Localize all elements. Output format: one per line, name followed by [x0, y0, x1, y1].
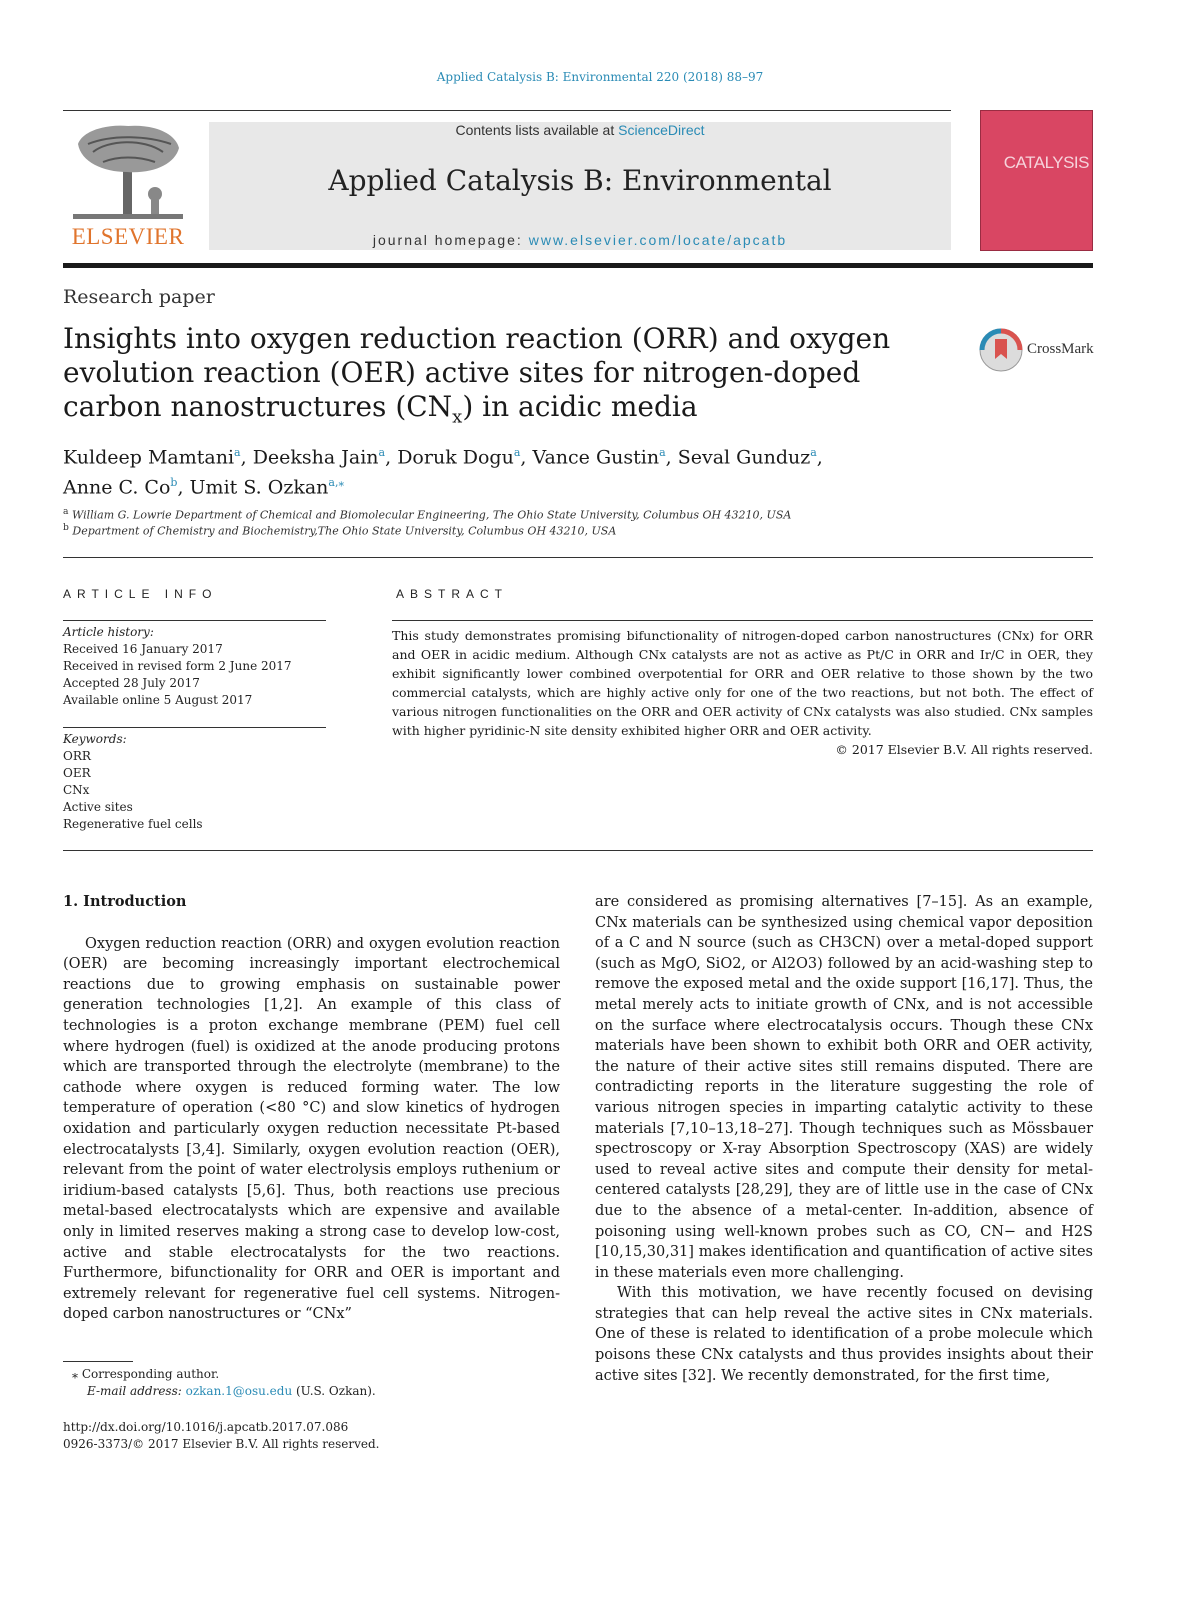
article-title	[63, 322, 963, 435]
right-column	[595, 892, 1093, 1386]
email-note	[87, 1383, 376, 1400]
abstract-heading: ABSTRACT	[396, 587, 509, 601]
abstract-copyright: © 2017 Elsevier B.V. All rights reserved.	[835, 742, 1093, 757]
abstract-text: This study demonstrates promising bifunctionality of nitrogen-doped carbon nanostructures (CNx) for ORR and OER in acidic medium. Although CNx catalysts are not as active as Pt/C in ORR and Ir/C in OER, they exhibit significantly lower combined overpotential for ORR and OER relative to those shown by the two commercial catalysts, which are highly active only for one of the two reactions, but not both. The effect of various nitrogen functionalities on the ORR and OER activity of CNx catalysts was also studied. CNx samples with higher pyridinic-N site density exhibited higher ORR and OER activity.	[392, 628, 1093, 738]
header-rule	[63, 110, 951, 111]
journal-title: Applied Catalysis B: Environmental	[328, 164, 832, 197]
author-list	[63, 440, 1093, 501]
keyword: Active sites	[63, 800, 133, 814]
crossmark-icon	[978, 327, 1024, 373]
author-name[interactable]: Deeksha Jain	[252, 446, 379, 469]
author-affiliation-marker[interactable]: b	[170, 476, 178, 490]
contents-line	[209, 122, 951, 138]
author-affiliation-marker[interactable]: a,⁎	[328, 476, 344, 490]
publisher-logo[interactable]	[63, 122, 193, 250]
article-type: Research paper	[63, 286, 215, 308]
email-label: E-mail address:	[87, 1384, 186, 1398]
homepage-prefix: journal homepage:	[372, 232, 529, 248]
intro-paragraph-2: are considered as promising alternatives [7–15]. As an example, CNx materials can be synthesized using chemical vapor deposition of a C and N source (such as CH3CN) over a metal-doped support (such as MgO, SiO2, or Al2O3) followed by an acid-washing step to remove the exposed metal and the oxide support [16,17]. Thus, the metal merely acts to initiate growth of CNx, and is not accessible on the surface where electrocatalysis occurs. Though these CNx materials have been shown to exhibit both ORR and OER activity, the nature of their active sites still remains disputed. There are contradicting reports in the literature suggesting the role of various nitrogen species in imparting catalytic activity to these materials [7,10–13,18–27]. Though techniques such as Mössbauer spectroscopy or X-ray Absorption Spectroscopy (XAS) are widely used to reveal active sites and compute their density for metal-centered catalysts [28,29], they are of little use in the case of CNx due to the absence of a metal-center. In-addition, absence of poisoning using well-known probes such as CO, CN− and H2S [10,15,30,31] makes identification and quantification of active sites in these materials even more challenging.	[595, 894, 1093, 1281]
cover-title: CATALYSIS	[1003, 153, 1089, 172]
journal-masthead	[209, 122, 951, 250]
affiliation-b	[63, 522, 616, 538]
article-info-rule	[63, 620, 326, 621]
crossmark-label: CrossMark	[1027, 341, 1094, 357]
affiliation-label: b	[63, 522, 69, 533]
history-item: Accepted 28 July 2017	[63, 676, 200, 690]
keyword: OER	[63, 766, 91, 780]
abstract-bottom-rule	[63, 850, 1093, 851]
issn-line: 0926-3373/© 2017 Elsevier B.V. All rights reserved.	[63, 1437, 380, 1451]
article-info-heading: ARTICLE INFO	[63, 587, 218, 601]
crossmark-badge[interactable]	[978, 327, 1178, 375]
keyword: Regenerative fuel cells	[63, 817, 203, 831]
affiliation-text: Department of Chemistry and Biochemistry,The Ohio State University, Columbus OH 43210, USA	[72, 524, 617, 538]
author-affiliation-marker[interactable]: a	[659, 446, 666, 459]
masthead-rule	[63, 263, 1093, 268]
affiliation-text: William G. Lowrie Department of Chemical and Biomolecular Engineering, The Ohio State University, Columbus OH 43210, USA	[71, 508, 792, 522]
author-affiliation-marker[interactable]: a	[810, 446, 817, 459]
keywords-label: Keywords:	[63, 732, 127, 746]
journal-citation[interactable]: Applied Catalysis B: Environmental 220 (2018) 88–97	[436, 70, 764, 84]
title-subscript: x	[452, 406, 463, 428]
history-item: Available online 5 August 2017	[63, 693, 253, 707]
author-name[interactable]: Anne C. Co	[63, 476, 171, 499]
email-suffix: (U.S. Ozkan).	[292, 1384, 376, 1398]
corresponding-author-note: ⁎ Corresponding author.	[72, 1367, 220, 1381]
author-separator: ,	[816, 446, 823, 469]
author-name[interactable]: Seval Gunduz	[677, 446, 811, 469]
affiliation-a	[63, 506, 791, 522]
keyword: CNx	[63, 783, 90, 797]
keywords	[63, 731, 326, 833]
section-heading: 1. Introduction	[63, 893, 187, 910]
article-history	[63, 624, 326, 709]
author-separator: ,	[665, 446, 678, 469]
author-separator: ,	[177, 476, 190, 499]
author-separator: ,	[520, 446, 533, 469]
contents-prefix: Contents lists available at	[455, 122, 619, 138]
sciencedirect-link[interactable]: ScienceDirect	[618, 122, 705, 138]
author-affiliation-marker[interactable]: a	[378, 446, 386, 459]
keyword: ORR	[63, 749, 91, 763]
intro-paragraph-3: With this motivation, we have recently focused on devising strategies that can help reveal the active sites in CNx materials. One of these is related to identification of a probe molecule which poisons these CNx catalysts and thus provides insights about their active sites [32]. We recently demonstrated, for the first time,	[595, 1285, 1093, 1384]
author-separator: ,	[385, 446, 398, 469]
homepage-line	[209, 232, 951, 248]
footnote-rule	[63, 1361, 133, 1362]
author-affiliation-marker[interactable]: a	[234, 446, 241, 459]
author-name[interactable]: Doruk Dogu	[397, 446, 514, 469]
author-separator: ,	[240, 446, 253, 469]
author-name[interactable]: Vance Gustin	[532, 446, 660, 469]
author-name[interactable]: Kuldeep Mamtani	[63, 446, 235, 469]
affiliation-rule	[63, 557, 1093, 558]
abstract-body	[392, 626, 1093, 759]
doi-link[interactable]: http://dx.doi.org/10.1016/j.apcatb.2017.07.086	[63, 1420, 349, 1434]
abstract-rule	[392, 620, 1093, 621]
affiliation-label: a	[63, 506, 69, 517]
history-item: Received 16 January 2017	[63, 642, 223, 656]
publisher-wordmark: ELSEVIER	[71, 224, 185, 249]
title-text-end: ) in acidic media	[462, 390, 698, 423]
title-text: Insights into oxygen reduction reaction (ORR) and oxygen evolution reaction (OER) active sites for nitrogen-doped carbon nanostructures (CN	[63, 322, 891, 423]
homepage-link[interactable]: www.elsevier.com/locate/apcatb	[528, 232, 788, 248]
email-link[interactable]: ozkan.1@osu.edu	[185, 1384, 293, 1398]
history-item: Received in revised form 2 June 2017	[63, 659, 292, 673]
tree-logo-icon	[63, 122, 193, 222]
journal-cover[interactable]	[980, 110, 1093, 251]
author-affiliation-marker[interactable]: a	[513, 446, 521, 459]
keywords-rule	[63, 727, 326, 728]
intro-paragraph-1: Oxygen reduction reaction (ORR) and oxygen evolution reaction (OER) are becoming increasingly important electrochemical reactions due to growing emphasis on sustainable power generation technologies [1,2]. An example of this class of technologies is a proton exchange membrane (PEM) fuel cell where hydrogen (fuel) is oxidized at the anode producing protons which are transported through the electrolyte (membrane) to the cathode where oxygen is reduced forming water. The low temperature of operation (<80 °C) and slow kinetics of hydrogen oxidation and particularly oxygen reduction necessitate Pt-based electrocatalysts [3,4]. Similarly, oxygen evolution reaction (OER), relevant from the point of water electrolysis employs ruthenium or iridium-based catalysts [5,6]. Thus, both reactions use precious metal-based electrocatalysts which are expensive and available only in limited reserves making a strong case to develop low-cost, active and stable electrocatalysts for the two reactions. Furthermore, bifunctionality for ORR and OER is important and extremely relevant for regenerative fuel cell systems. Nitrogen-doped carbon nanostructures or “CNx”	[63, 935, 560, 1323]
history-label: Article history:	[63, 625, 154, 639]
author-name[interactable]: Umit S. Ozkan	[189, 476, 329, 499]
left-column	[63, 892, 560, 1325]
